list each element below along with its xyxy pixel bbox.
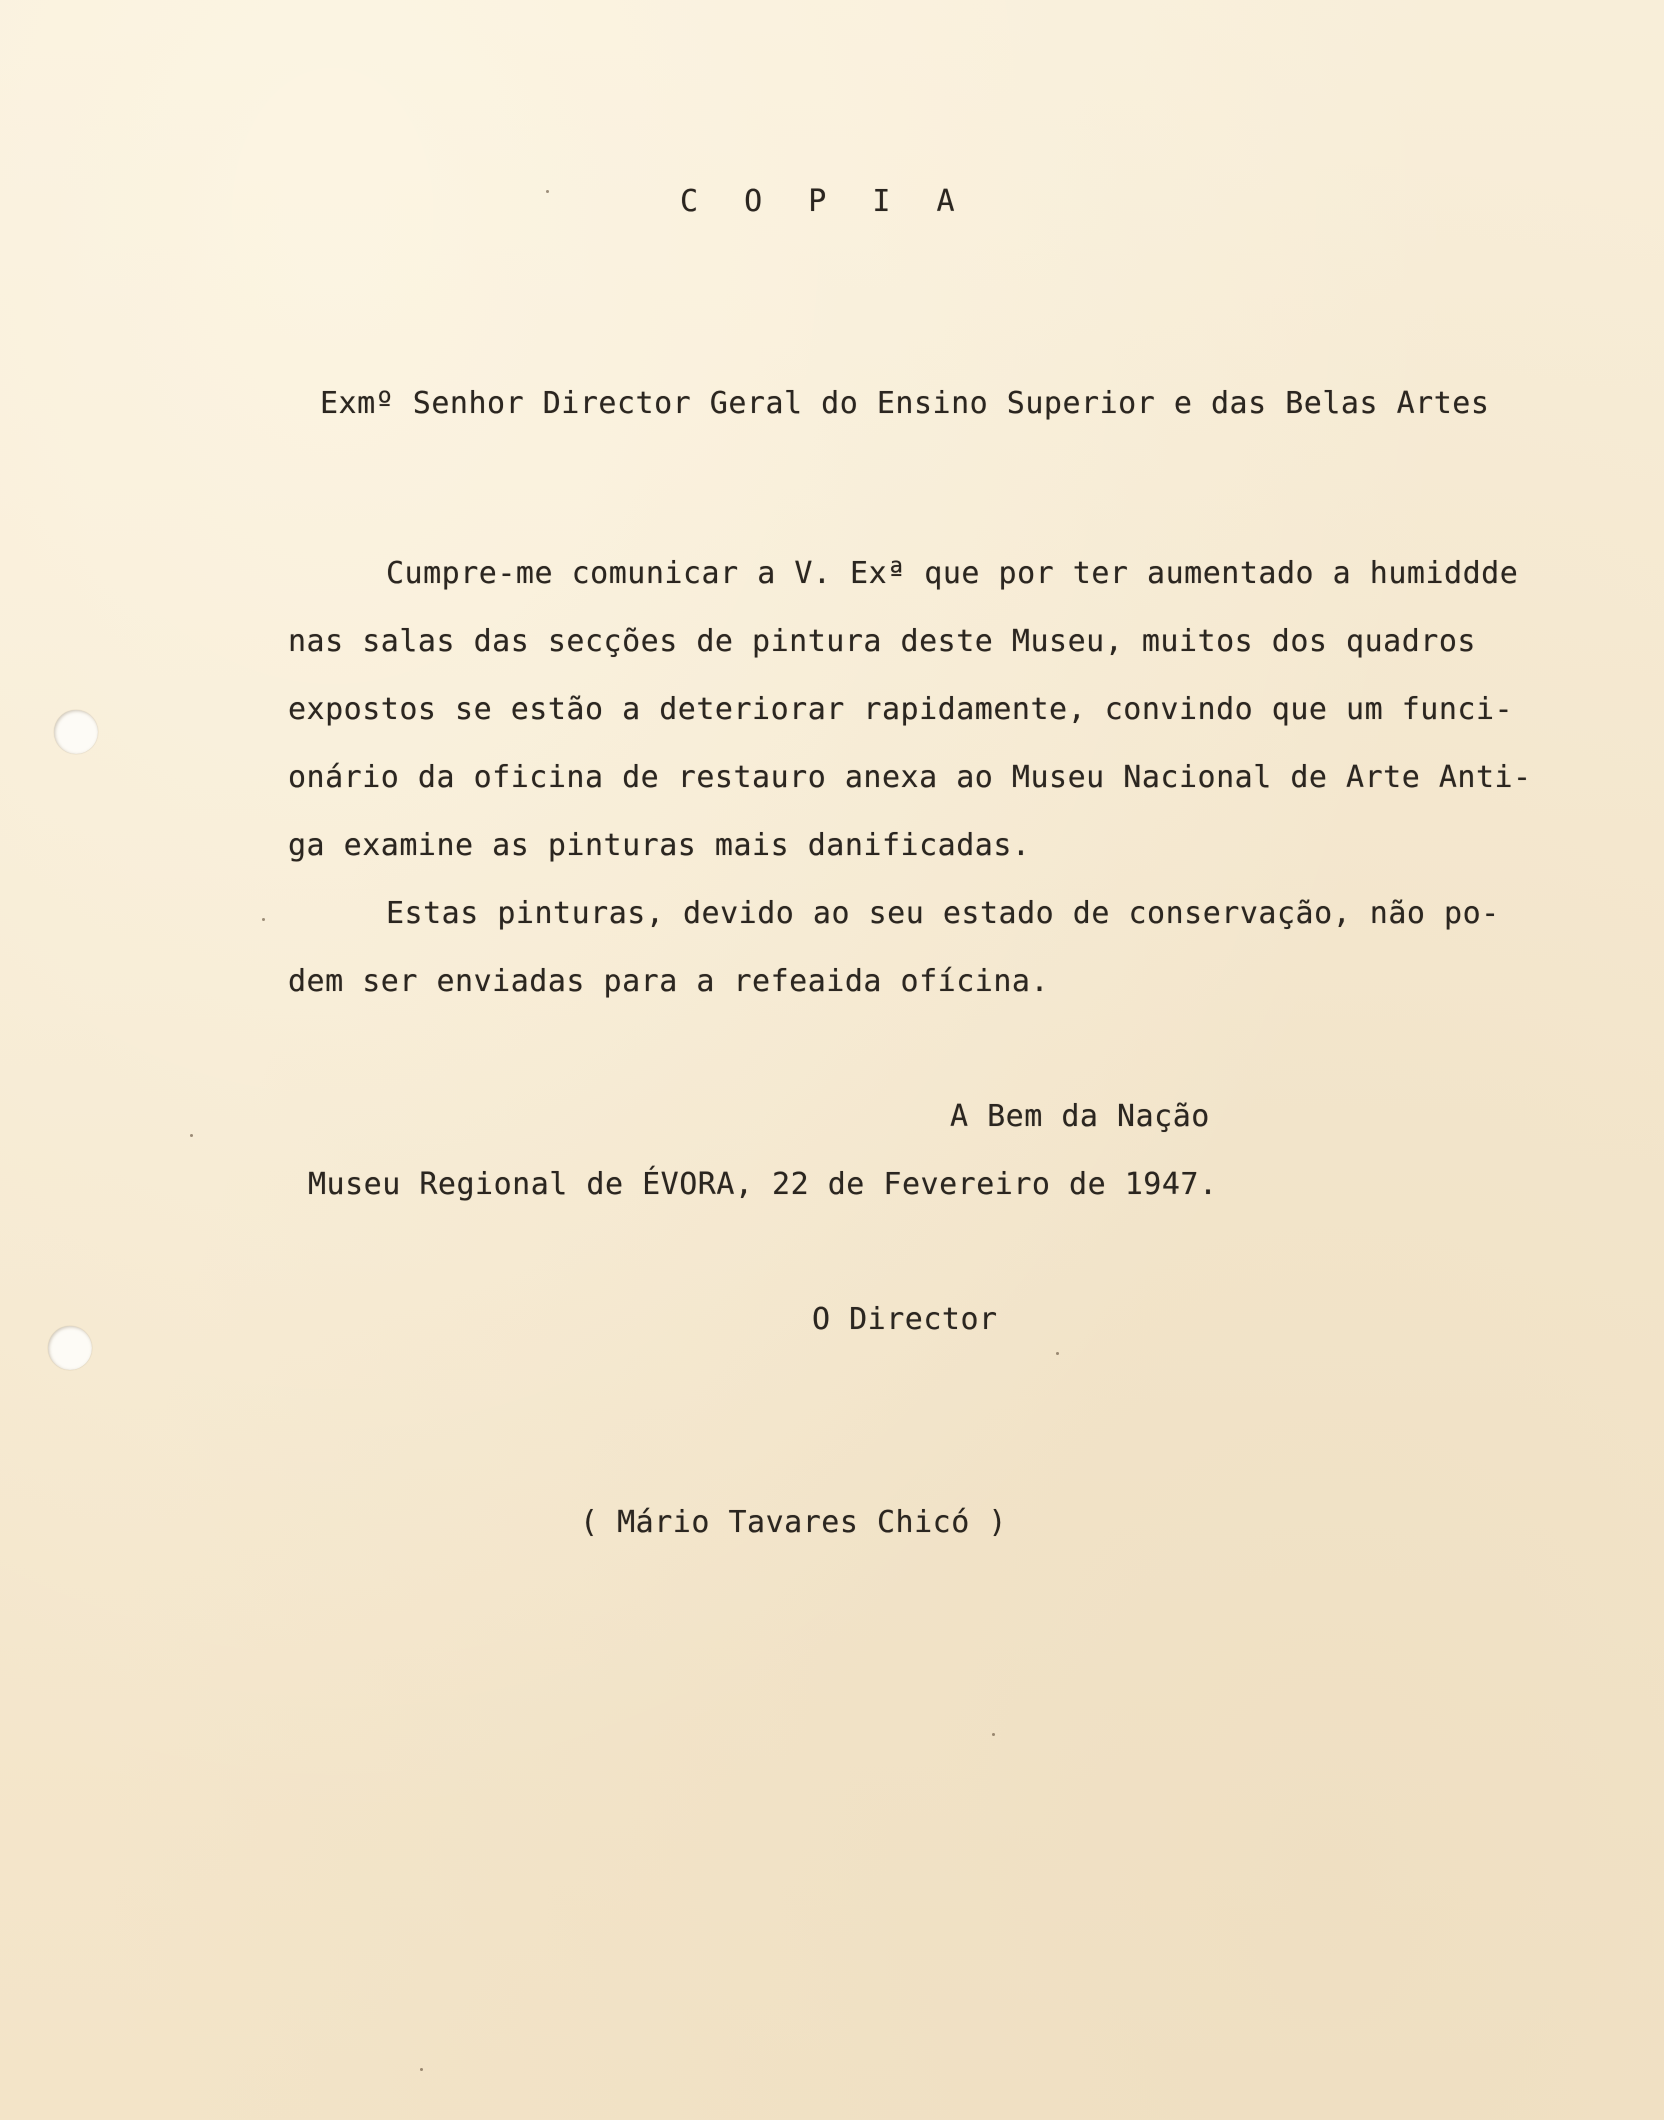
addressee-line: Exmº Senhor Director Geral do Ensino Superior e das Belas Artes <box>320 386 1490 421</box>
body-line-4: onário da oficina de restauro anexa ao Museu Nacional de Arte Anti- <box>288 760 1532 795</box>
paper-speck <box>420 2068 423 2071</box>
punch-hole-top <box>54 710 98 754</box>
body-line-1: Cumpre-me comunicar a V. Exª que por ter aumentado a humiddde <box>386 556 1519 591</box>
body-line-3: expostos se estão a deteriorar rapidamente, convindo que um funci- <box>288 692 1514 727</box>
second-paragraph-line-1: Estas pinturas, devido ao seu estado de conservação, não po- <box>386 896 1500 931</box>
punch-hole-bottom <box>48 1326 92 1370</box>
signatory-name: ( Mário Tavares Chicó ) <box>580 1505 1007 1540</box>
paper-speck <box>190 1134 193 1137</box>
paper-speck <box>992 1733 995 1736</box>
closing-salutation: A Bem da Nação <box>950 1099 1210 1134</box>
second-paragraph-line-2: dem ser enviadas para a refeaida ofícina. <box>288 964 1050 999</box>
body-line-5: ga examine as pinturas mais danificadas. <box>288 828 1031 863</box>
place-and-date: Museu Regional de ÉVORA, 22 de Fevereiro de 1947. <box>308 1167 1218 1202</box>
paper-speck <box>262 918 265 921</box>
document-title: C O P I A <box>680 184 969 219</box>
signatory-role: O Director <box>812 1302 998 1337</box>
body-line-2: nas salas das secções de pintura deste Museu, muitos dos quadros <box>288 624 1476 659</box>
paper-speck <box>546 190 549 193</box>
paper-speck <box>1056 1352 1059 1355</box>
